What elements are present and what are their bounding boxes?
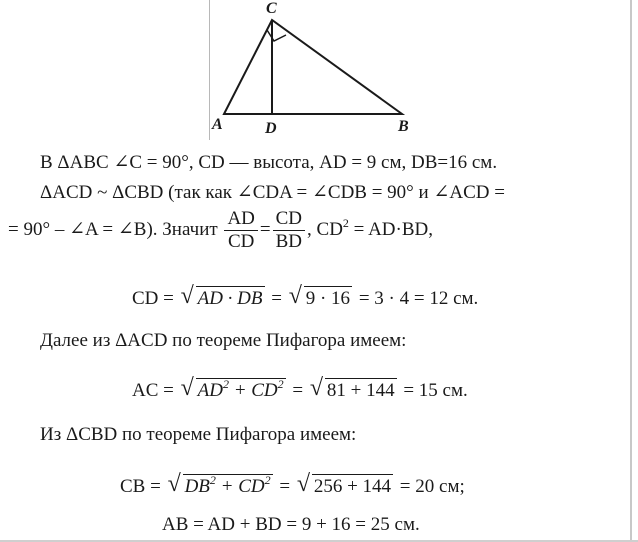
sqrt-term: AD — [197, 380, 223, 401]
cb-lhs: CB = — [120, 476, 161, 497]
exponent: 2 — [222, 377, 229, 391]
sqrt-body: 9 · 16 — [305, 288, 351, 309]
proportion-prefix: = 90° – ∠A = ∠B). Значит — [8, 218, 218, 240]
exponent: 2 — [264, 473, 271, 487]
sqrt-term: + CD — [215, 476, 265, 497]
exponent: 2 — [277, 377, 284, 391]
sqrt-body: 256 + 144 — [313, 476, 392, 497]
sqrt-9-16: √ 9 · 16 — [288, 283, 351, 309]
sqrt-256-144: √ 256 + 144 — [296, 471, 392, 497]
sqrt-body: AD · DB — [197, 288, 263, 309]
text-line-cb-calc — [120, 471, 465, 498]
sqrt-db2-cd2: √ $DB^2 + CD^2$ — [167, 471, 271, 497]
equals-sign: = — [271, 288, 282, 309]
sqrt-term: DB — [184, 476, 210, 497]
ac-lhs: AC = — [132, 380, 174, 401]
sqrt-body: 81 + 144 — [326, 380, 395, 401]
text-line-ab-calc: AB = AD + BD = 9 + 16 = 25 см. — [162, 514, 420, 535]
text-line-proportion — [8, 208, 433, 253]
cd-lhs: CD = — [132, 288, 174, 309]
fraction-denominator: CD — [227, 231, 255, 252]
exponent: 2 — [342, 215, 349, 230]
ac-result: = 15 см. — [403, 380, 468, 401]
exponent: 2 — [209, 473, 216, 487]
equals-sign: = — [292, 380, 304, 401]
proportion-suffix: , CD — [307, 218, 343, 240]
fraction-numerator: CD — [273, 208, 305, 231]
equals-sign: = — [259, 218, 271, 240]
equals-sign: = — [279, 476, 291, 497]
fraction-denominator: BD — [275, 231, 303, 252]
fraction-cd-bd — [273, 208, 305, 253]
text-line-given: В ΔABC ∠C = 90°, CD — высота, AD = 9 см, DB=16 см. — [40, 152, 498, 173]
text-line-ac-calc — [132, 375, 468, 402]
cd-result: = 3 · 4 = 12 см. — [358, 288, 479, 309]
point-label-d: D — [265, 120, 277, 137]
text-line-similarity: ΔACD ~ ΔCBD (так как ∠CDA = ∠CDB = 90° и ∠ACD = — [40, 182, 505, 203]
sqrt-81-144: √ 81 + 144 — [309, 375, 395, 401]
fraction-ad-cd — [224, 208, 257, 253]
sqrt-ad2-cd2: √ $AD^2 + CD^2$ — [180, 375, 284, 401]
triangle-figure — [0, 0, 638, 150]
text-line-pythagoras-acd: Далее из ΔACD по теореме Пифагора имеем: — [40, 330, 407, 351]
triangle-abc — [224, 20, 402, 114]
right-angle-mark — [267, 30, 286, 41]
text-line-pythagoras-cbd: Из ΔCBD по теореме Пифагора имеем: — [40, 424, 357, 445]
sqrt-ad-db: √ AD · DB — [180, 283, 263, 309]
sqrt-term: + CD — [228, 380, 278, 401]
text-line-cd-calc — [132, 283, 479, 310]
proportion-suffix-end: = AD·BD, — [348, 218, 434, 240]
fraction-numerator: AD — [224, 208, 257, 231]
vertex-label-b: B — [398, 118, 409, 135]
cb-result: = 20 см; — [399, 476, 465, 497]
vertex-label-c: C — [266, 0, 277, 17]
vertex-label-a: A — [212, 116, 223, 133]
